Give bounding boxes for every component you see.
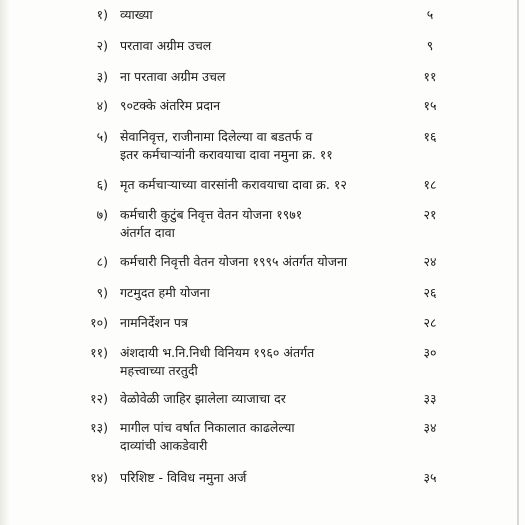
entry-title-line: महत्त्वाच्या तरतुदी — [120, 363, 198, 378]
entry-title-line: गटमुदत हमी योजना — [120, 285, 210, 300]
entry-title — [120, 97, 410, 115]
entry-page-number: ३० — [423, 345, 437, 360]
entry-title-line: व्याख्या — [120, 7, 153, 22]
entry-title-line: अंतर्गत दावा — [120, 225, 175, 240]
entry-title — [120, 37, 410, 55]
entry-title — [120, 314, 410, 332]
entry-title-line: मागील पांच वर्षात निकालात काढलेल्या — [120, 420, 295, 435]
entry-title-line: कर्मचारी निवृत्ती वेतन योजना १९९५ अंतर्गत योजना — [120, 254, 348, 269]
entry-number: ९) — [96, 285, 108, 300]
entry-page-number: २८ — [423, 315, 437, 330]
entry-title-line: परतावा अग्रीम उचल — [120, 38, 212, 53]
page-right-edge — [517, 0, 519, 525]
entry-page-number: ३४ — [423, 420, 437, 435]
entry-title-line: नामनिर्देशन पत्र — [120, 315, 188, 330]
entry-page-number: १८ — [423, 177, 437, 192]
entry-number: ११) — [90, 345, 108, 360]
entry-page-number: ११ — [423, 69, 437, 84]
entry-number: २) — [96, 38, 108, 53]
entry-title-line: सेवानिवृत्त, राजीनामा दिलेल्या वा बडतर्फ व — [120, 129, 313, 144]
entry-title — [120, 68, 410, 86]
entry-page-number: १५ — [423, 98, 437, 113]
entry-page-number: २६ — [423, 285, 437, 300]
entry-title — [120, 128, 410, 164]
entry-title-line: परिशिष्ट - विविध नमुना अर्ज — [120, 470, 247, 485]
entry-number: ४) — [96, 98, 108, 113]
entry-title — [120, 206, 410, 242]
entry-number: ५) — [96, 129, 108, 144]
entry-title-line: ना परतावा अग्रीम उचल — [120, 69, 226, 84]
entry-title — [120, 469, 410, 487]
entry-number: १०) — [90, 315, 108, 330]
entry-title — [120, 390, 410, 408]
entry-title — [120, 284, 410, 302]
entry-page-number: २१ — [423, 207, 437, 222]
entry-title — [120, 176, 410, 194]
entry-number: ७) — [96, 207, 108, 222]
entry-title-line: ९०टक्के अंतरिम प्रदान — [120, 98, 221, 113]
entry-number: ८) — [96, 254, 108, 269]
entry-page-number: ९ — [426, 38, 434, 53]
entry-number: १२) — [90, 391, 108, 406]
entry-number: ३) — [96, 69, 108, 84]
entry-title-line: इतर कर्मचाऱ्यांनी करावयाचा दावा नमुना क्र. ११ — [120, 147, 333, 162]
page-left-shadow — [0, 0, 10, 525]
entry-number: १३) — [90, 420, 108, 435]
entry-title-line: अंशदायी भ.नि.निधी विनियम १९६० अंतर्गत — [120, 345, 315, 360]
entry-title — [120, 344, 410, 380]
entry-page-number: ५ — [426, 7, 434, 22]
entry-number: १४) — [90, 470, 108, 485]
entry-title-line: मृत कर्मचाऱ्याच्या वारसांनी करावयाचा दावा क्र. १२ — [120, 177, 347, 192]
entry-title-line: वेळोवेळी जाहिर झालेला व्याजाचा दर — [120, 391, 286, 406]
entry-page-number: ३५ — [423, 470, 437, 485]
entry-page-number: १६ — [423, 129, 437, 144]
entry-page-number: ३३ — [423, 391, 437, 406]
entry-number: १) — [96, 7, 108, 22]
entry-title-line: कर्मचारी कुटुंब निवृत्त वेतन योजना १९७१ — [120, 207, 303, 222]
entry-number: ६) — [96, 177, 108, 192]
entry-title — [120, 419, 410, 455]
entry-page-number: २४ — [423, 254, 437, 269]
entry-title — [120, 6, 410, 24]
entry-title-line: दाव्यांची आकडेवारी — [120, 438, 208, 453]
entry-title — [120, 253, 410, 271]
